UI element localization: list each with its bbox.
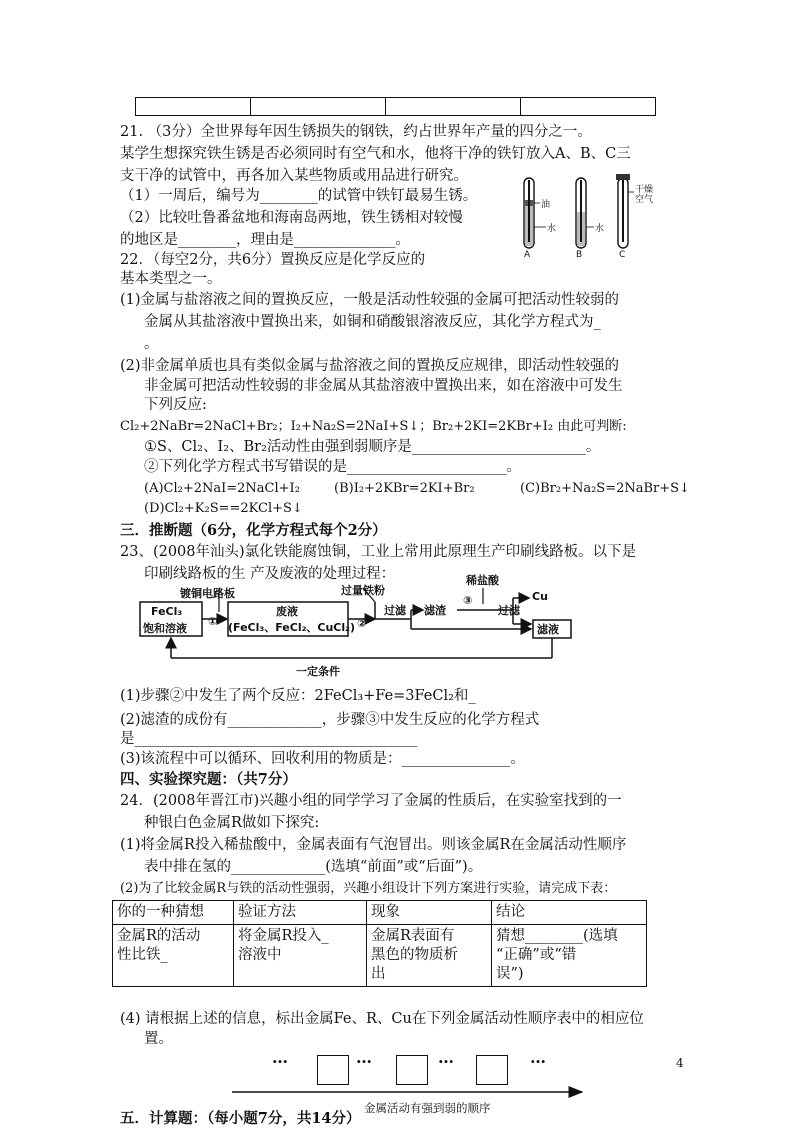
page-number: 4 (676, 1056, 684, 1070)
q23-sub1: (1)步骤②中发生了两个反应：2FeCl₃+Fe=3FeCl₂和_ (120, 688, 476, 704)
experiment-table (112, 900, 647, 987)
fecl3-label: FeCl₃ (151, 605, 183, 618)
section-4-heading: 四、实验探究题：（共7分） (120, 771, 297, 788)
q21-line5: （2）比较吐鲁番盆地和海南岛两地，铁生锈相对较慢 (120, 210, 463, 226)
header-conclusion: 结论 (492, 901, 647, 925)
q21-line1: 21. （3分）全世界每年因生锈损失的钢铁，约占世界年产量的四分之一。 (120, 124, 592, 140)
oil-label: 油 (541, 200, 551, 210)
q22-option-c: (C)Br₂+Na₂S=2NaBr+S↓ (520, 481, 690, 496)
step1-label: ① (208, 615, 218, 628)
q22-line1: 22．（每空2分，共6分）置换反应是化学反应的 (120, 252, 426, 268)
filtrate-label: 滤液 (537, 623, 559, 636)
q24-p1-line2: 表中排在氢的_____________(选填“前面”或“后面”)。 (144, 859, 483, 875)
cell-guess-line2: 性比铁_ (117, 947, 168, 963)
q21-line3: 支干净的试管中，再各加入某些物质或用品进行研究。 (120, 168, 468, 184)
cell-conclusion-line1: 猜想________(选填 (496, 928, 618, 944)
cell-phenomenon-line1: 金属R表面有 (371, 928, 455, 944)
water-label-a: 水 (547, 224, 557, 234)
table-cell (136, 98, 251, 116)
table-cell (521, 98, 656, 116)
water-label-b: 水 (595, 224, 605, 234)
q22-option-a: (A)Cl₂+2NaI=2NaCl+I₂ (144, 481, 300, 496)
ellipsis-3: … (438, 1048, 455, 1067)
cell-phenomenon (367, 925, 492, 987)
copper-board-label: 镀铜电路板 (180, 587, 235, 600)
cell-conclusion (492, 925, 647, 987)
q22-option-d: (D)Cl₂+K₂S==2KCl+S↓ (144, 501, 303, 516)
q24-p4-line2: 置。 (144, 1031, 173, 1047)
residual-table (135, 97, 656, 116)
q24-p1-line1: (1)将金属R投入稀盐酸中，金属表面有气泡冒出。则该金属R在金属活动性顺序 (120, 837, 627, 853)
step3-label: ③ (463, 594, 473, 607)
table-cell (386, 98, 521, 116)
iron-powder-label: 过量铁粉 (341, 584, 385, 597)
q24-line2: 种银白色金属R做如下探究: (144, 815, 320, 831)
q23-sub2: (2)滤渣的成份有_____________，步骤③中发生反应的化学方程式 (120, 712, 540, 728)
q22-sub2: ②下列化学方程式书写错误的是______________________。 (144, 459, 521, 475)
dry-air-label-1: 干燥 (635, 185, 654, 195)
q23-line2: 印刷线路板的生 产及废液的处理过程： (144, 566, 396, 582)
q22-p2-line2: 非金属可把活动性较弱的非金属从其盐溶液中置换出来，如在溶液中可发生 (144, 378, 623, 394)
cell-method (234, 925, 367, 987)
q22-p1-line2: 金属从其盐溶液中置换出来，如铜和硝酸银溶液反应，其化学方程式为_ (144, 314, 601, 330)
cell-method-line1: 将金属R投入_ (238, 928, 329, 944)
q22-reactions: Cl₂+2NaBr=2NaCl+Br₂；I₂+Na₂S=2NaI+S↓；Br₂+2KI=2KBr+I₂ 由此可判断: (120, 419, 627, 434)
q21-line6: 的地区是________，理由是______________。 (120, 232, 410, 248)
section-3-heading: 三．推断题（6分，化学方程式每个2分） (120, 522, 387, 539)
q24-line1: 24．(2008年晋江市)兴趣小组的同学学习了金属的性质后，在实验室找到的一 (120, 793, 622, 809)
waste-composition-label: (FeCl₃、FeCl₂、CuCl₂) (228, 621, 355, 634)
cell-method-line2: 溶液中 (238, 947, 282, 963)
condition-label: 一定条件 (296, 665, 340, 678)
dry-air-label-2: 空气 (635, 195, 654, 205)
q23-sub3: (3)该流程中可以循环、回收利用的物质是：_______________。 (120, 751, 525, 767)
acid-label: 稀盐酸 (466, 574, 499, 587)
cell-guess (113, 925, 234, 987)
waste-label: 废液 (276, 605, 298, 618)
filter2-label: 过滤 (498, 604, 520, 617)
q22-p1-line3: 。 (144, 336, 159, 352)
activity-order-arrow (230, 1086, 590, 1098)
table-cell (251, 98, 386, 116)
ellipsis-1: … (272, 1048, 289, 1067)
filter1-label: 过滤 (384, 604, 406, 617)
q24-p4-line1: (4) 请根据上述的信息，标出金属Fe、R、Cu在下列金属活动性顺序表中的相应位 (120, 1011, 644, 1027)
arrow-label: 金属活动有强到弱的顺序 (364, 1101, 491, 1115)
q22-p2-line1: (2)非金属单质也具有类似金属与盐溶液之间的置换反应规律，即活动性较强的 (120, 358, 620, 374)
q21-line2: 某学生想探究铁生锈是否必须同时有空气和水，他将干净的铁钉放入A、B、C三 (120, 146, 631, 162)
residue-label: 滤渣 (424, 604, 446, 617)
section-5-heading: 五．计算题：（每小题7分，共14分） (120, 1110, 361, 1127)
header-phenomenon: 现象 (367, 901, 492, 925)
q22-p1-line1: (1)金属与盐溶液之间的置换反应，一般是活动性较强的金属可把活动性较弱的 (120, 292, 620, 308)
header-guess: 你的一种猜想 (113, 901, 234, 925)
copper-label: Cu (532, 590, 548, 603)
q22-sub1: ①S、Cl₂、I₂、Br₂活动性由强到弱顺序是________________________。 (144, 439, 601, 455)
tube-label-c: C (619, 250, 626, 260)
q23-sub2b: 是_______________________________________ (120, 731, 418, 747)
fecl3-saturated-label: 饱和溶液 (143, 622, 187, 635)
cell-conclusion-line3: 误”) (496, 966, 524, 982)
cell-guess-line1: 金属R的活动 (117, 928, 201, 944)
q23-line1: 23、(2008年汕头)氯化铁能腐蚀铜，工业上常用此原理生产印刷线路板。以下是 (120, 544, 637, 560)
answer-box-2[interactable] (396, 1055, 428, 1085)
header-method: 验证方法 (234, 901, 367, 925)
q24-p2: (2)为了比较金属R与铁的活动性强弱，兴趣小组设计下列方案进行实验，请完成下表： (120, 881, 617, 896)
tube-label-b: B (576, 250, 583, 260)
answer-box-1[interactable] (317, 1055, 349, 1085)
step2-label: ② (357, 617, 367, 630)
q22-option-b: (B)I₂+2KBr=2KI+Br₂ (334, 481, 475, 496)
cell-conclusion-line2: “正确”或“错 (496, 947, 577, 963)
ellipsis-4: … (530, 1048, 547, 1067)
q21-line4: （1）一周后，编号为________的试管中铁钉最易生锈。 (120, 188, 478, 204)
answer-box-3[interactable] (476, 1055, 508, 1085)
ellipsis-2: … (356, 1048, 373, 1067)
q22-line2: 基本类型之一。 (120, 271, 222, 287)
cell-phenomenon-line3: 出 (371, 966, 386, 982)
tube-label-a: A (524, 250, 531, 260)
cell-phenomenon-line2: 黑色的物质析 (371, 947, 458, 963)
q22-p2-line3: 下列反应: (144, 397, 207, 413)
